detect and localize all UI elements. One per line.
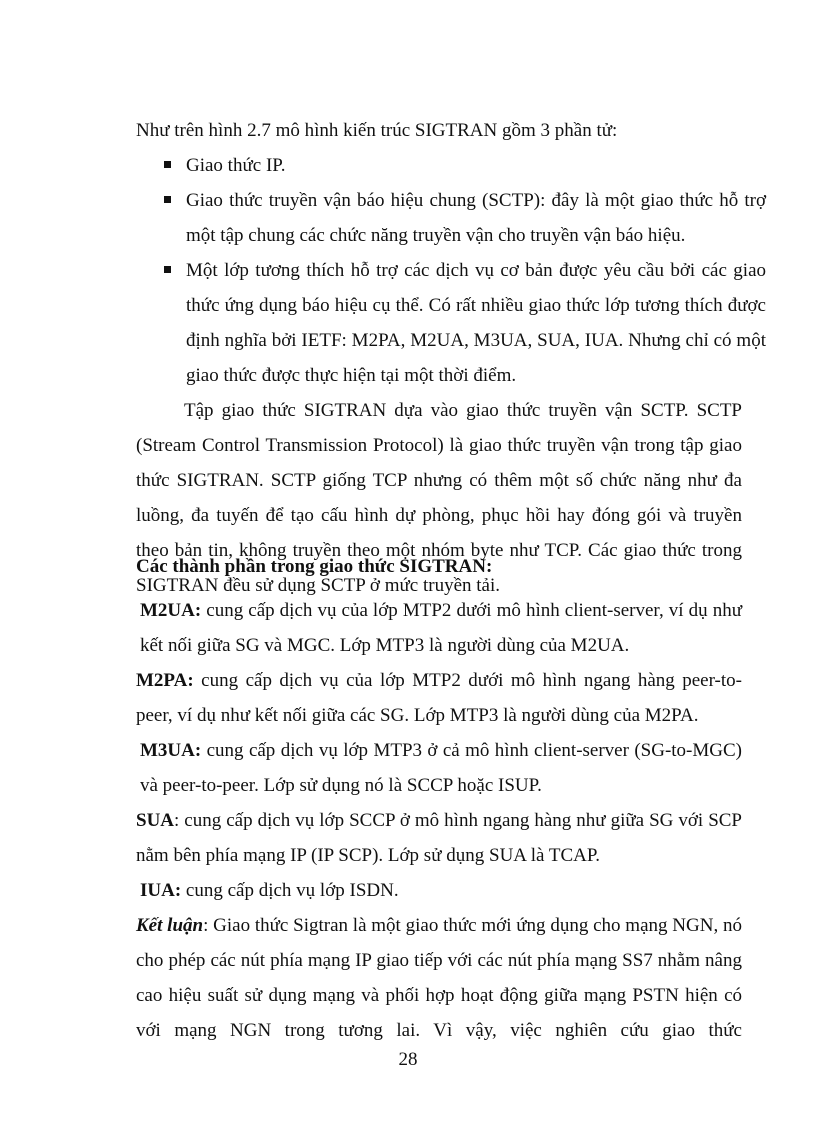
bullet-text: Một lớp tương thích hỗ trợ các dịch vụ cơ bản được yêu cầu bởi các giao thức ứng dụng báo hiệu cụ thể. Có rất nhiều giao thức lớp tương thích được định nghĩa bởi IETF: M2PA, M2UA, M3UA, SUA, IUA. Nhưng chỉ có một giao thức được thực hiện tại một thời điểm. xyxy=(186,260,766,386)
bullet-item-sctp xyxy=(162,183,766,253)
page-number: 28 xyxy=(398,1049,418,1070)
component-term: SUA xyxy=(136,810,175,831)
component-term: M2UA: xyxy=(140,600,202,621)
component-desc: cung cấp dịch vụ của lớp MTP2 dưới mô hình ngang hàng peer-to-peer, ví dụ như kết nối giữa các SG. Lớp MTP3 là người dùng của M2PA. xyxy=(136,670,742,726)
component-sua xyxy=(136,803,742,873)
component-term: M3UA: xyxy=(140,740,202,761)
component-m2ua xyxy=(136,593,742,663)
conclusion-term: Kết luận xyxy=(136,915,204,936)
component-m2pa xyxy=(136,663,742,733)
components-heading xyxy=(136,549,742,584)
bullet-item-ip xyxy=(162,148,766,183)
component-desc: cung cấp dịch vụ lớp MTP3 ở cả mô hình client-server (SG-to-MGC) và peer-to-peer. Lớp sử dụng nó là SCCP hoặc ISUP. xyxy=(140,740,742,796)
component-desc: cung cấp dịch vụ của lớp MTP2 dưới mô hình client-server, ví dụ như kết nối giữa SG và MGC. Lớp MTP3 là người dùng của M2UA. xyxy=(140,600,742,656)
component-iua xyxy=(136,873,742,908)
bullet-square-icon xyxy=(164,266,171,273)
component-desc: cung cấp dịch vụ lớp ISDN. xyxy=(181,880,399,901)
bullet-square-icon xyxy=(164,196,171,203)
intro-paragraph: Như trên hình 2.7 mô hình kiến trúc SIGTRAN gồm 3 phần tử: xyxy=(136,120,618,141)
bullet-text: Giao thức IP. xyxy=(186,155,286,176)
component-term: IUA: xyxy=(140,880,182,901)
conclusion-text: : Giao thức Sigtran là một giao thức mới ứng dụng cho mạng NGN, nó cho phép các nút phía mạng IP giao tiếp với các nút phía mạng SS7 nhằm nâng cao hiệu suất sử dụng mạng và phối hợp hoạt động giữa mạng PSTN hiện có với mạng NGN trong tương lai. Vì vậy, việc nghiên cứu giao thức xyxy=(136,915,742,1041)
conclusion-paragraph xyxy=(136,908,742,1048)
sctp-paragraph: Tập giao thức SIGTRAN dựa vào giao thức truyền vận SCTP. SCTP (Stream Control Transmission Protocol) là giao thức truyền vận trong tập giao thức SIGTRAN. SCTP giống TCP nhưng có thêm một số chức năng như đa luồng, đa tuyến để tạo cấu hình dự phòng, phục hồi hay đóng gói và truyền theo bản tin, không truyền theo một nhóm byte như TCP. Các giao thức trong SIGTRAN đều sử dụng SCTP ở mức truyền tải. xyxy=(136,400,742,596)
component-m3ua xyxy=(136,733,742,803)
bullet-item-adaptation-layer xyxy=(162,253,766,393)
component-term: M2PA: xyxy=(136,670,194,691)
bullet-square-icon xyxy=(164,161,171,168)
bullet-text: Giao thức truyền vận báo hiệu chung (SCTP): đây là một giao thức hỗ trợ một tập chung các chức năng truyền vận cho truyền vận báo hiệu. xyxy=(186,190,766,246)
component-desc: : cung cấp dịch vụ lớp SCCP ở mô hình ngang hàng như giữa SG với SCP nằm bên phía mạng IP (IP SCP). Lớp sử dụng SUA là TCAP. xyxy=(136,810,742,866)
heading-text: Các thành phần trong giao thức SIGTRAN: xyxy=(136,556,493,577)
